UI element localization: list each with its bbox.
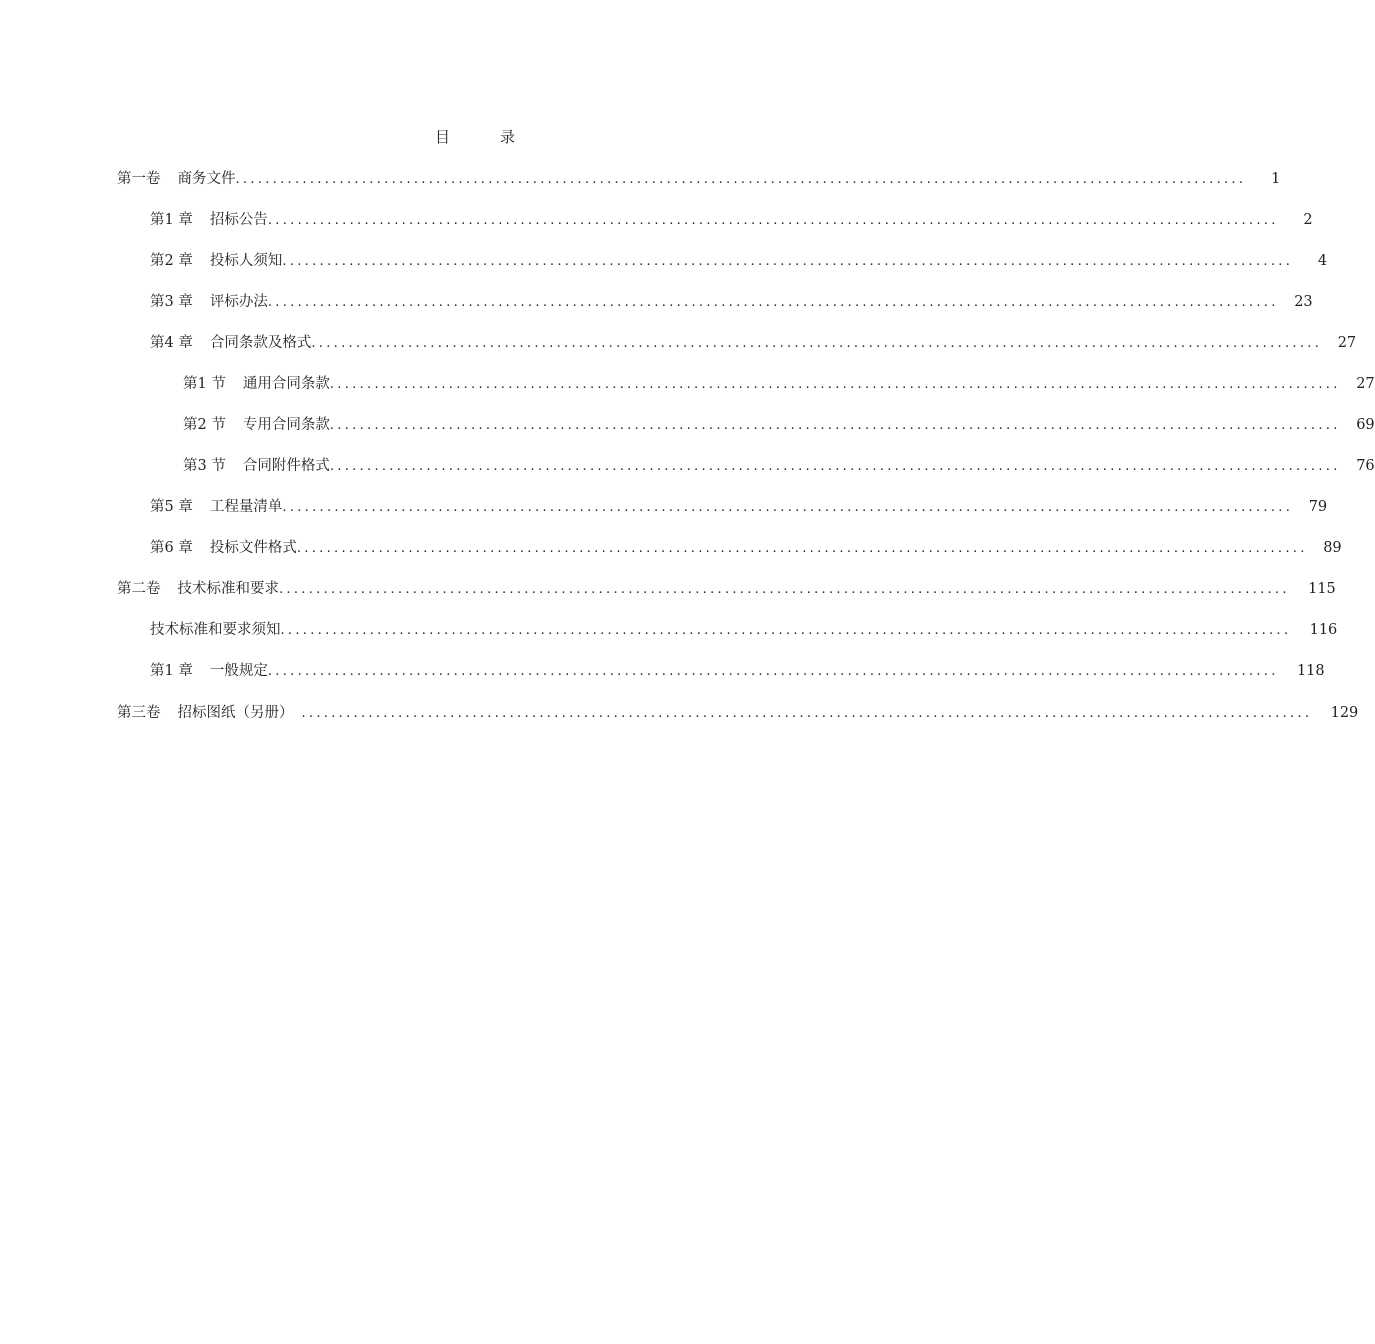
- toc-leader-dots: ........................................................................................................................................: [329, 459, 1341, 474]
- toc-entry-page: 27: [1356, 376, 1375, 392]
- toc-entry-title: 投标人须知: [209, 253, 283, 269]
- toc-entry-title: 合同附件格式: [242, 458, 330, 474]
- toc-entry-title: 专用合同条款: [242, 417, 330, 433]
- toc-entry-number: 第1 章: [150, 212, 193, 228]
- toc-leader-dots: ........................................................................................................................................: [280, 623, 1292, 638]
- toc-entry-number: 第一卷: [117, 171, 161, 187]
- toc-entry-chapter-4[interactable]: [150, 333, 1357, 353]
- toc-entry-page: 115: [1308, 581, 1336, 597]
- toc-entry-section-3[interactable]: [183, 456, 1375, 476]
- toc-entry-tech-notice[interactable]: [150, 620, 1338, 640]
- toc-entry-chapter-1[interactable]: [150, 210, 1313, 230]
- toc-entry-title: 工程量清单: [209, 499, 283, 515]
- toc-entry-number: 第5 章: [150, 499, 193, 515]
- toc-entry-title: 技术标准和要求须知: [150, 622, 281, 638]
- toc-entry-title: 招标公告: [209, 212, 268, 228]
- toc-leader-dots: ........................................................................................................................................: [235, 172, 1247, 187]
- title-char-right: 录: [500, 128, 516, 146]
- toc-entry-number: 第3 章: [150, 294, 193, 310]
- toc-entry-title: 商务文件: [177, 171, 236, 187]
- toc-entry-chapter-5[interactable]: [150, 497, 1328, 517]
- toc-entry-number: 第6 章: [150, 540, 193, 556]
- toc-entry-tech-chapter-1[interactable]: [150, 661, 1325, 681]
- toc-entry-title: 一般规定: [209, 663, 268, 679]
- toc-entry-section-1[interactable]: [183, 374, 1375, 394]
- toc-leader-dots: ........................................................................................................................................: [301, 706, 1313, 721]
- toc-leader-dots: ........................................................................................................................................: [329, 377, 1341, 392]
- toc-leader-dots: ........................................................................................................................................: [329, 418, 1341, 433]
- toc-leader-dots: ........................................................................................................................................: [296, 541, 1308, 556]
- title-char-left: 目: [434, 128, 450, 146]
- toc-entry-title: 评标办法: [209, 294, 268, 310]
- toc-entry-chapter-6[interactable]: [150, 538, 1342, 558]
- toc-leader-dots: ........................................................................................................................................: [267, 664, 1279, 679]
- toc-entry-title: 技术标准和要求: [177, 581, 279, 597]
- toc-leader-dots: ........................................................................................................................................: [311, 336, 1323, 351]
- toc-entry-page: 118: [1296, 663, 1325, 679]
- toc-entry-title: 合同条款及格式: [209, 335, 312, 351]
- toc-leader-dots: ........................................................................................................................................: [282, 254, 1294, 269]
- toc-entry-page: 116: [1309, 622, 1338, 638]
- toc-entry-number: 第1 章: [150, 663, 193, 679]
- toc-entry-chapter-2[interactable]: [150, 251, 1328, 271]
- toc-entry-number: 第二卷: [117, 581, 161, 597]
- toc-entry-page: 76: [1356, 458, 1375, 474]
- toc-leader-dots: ........................................................................................................................................: [279, 582, 1290, 597]
- toc-entry-volume-3[interactable]: [117, 703, 1359, 723]
- toc-entry-number: 第4 章: [150, 335, 193, 351]
- toc-entry-number: 第三卷: [117, 705, 161, 721]
- toc-entry-volume-2[interactable]: [117, 579, 1336, 599]
- toc-entry-page: 2: [1303, 212, 1313, 228]
- toc-entry-page: 27: [1337, 335, 1357, 351]
- toc-entry-chapter-3[interactable]: [150, 292, 1313, 312]
- toc-entry-page: 129: [1330, 705, 1359, 721]
- toc-entry-section-2[interactable]: [183, 415, 1375, 435]
- toc-leader-dots: ........................................................................................................................................: [267, 295, 1279, 310]
- toc-entry-number: 第1 节: [183, 376, 226, 392]
- toc-entry-page: 69: [1356, 417, 1375, 433]
- toc-entry-page: 79: [1308, 499, 1328, 515]
- toc-entry-page: 1: [1271, 171, 1281, 187]
- toc-entry-number: 第2 节: [183, 417, 226, 433]
- toc-entry-volume-1[interactable]: [117, 169, 1281, 189]
- toc-entry-title: 招标图纸（另册）: [177, 705, 294, 721]
- toc-entry-page: 89: [1323, 540, 1342, 556]
- toc-entry-number: 第2 章: [150, 253, 193, 269]
- toc-entry-page: 23: [1294, 294, 1313, 310]
- toc-leader-dots: ........................................................................................................................................: [282, 500, 1294, 515]
- toc-entry-title: 投标文件格式: [209, 540, 297, 556]
- toc-leader-dots: ........................................................................................................................................: [267, 213, 1279, 228]
- toc-entry-title: 通用合同条款: [242, 376, 330, 392]
- toc-entry-page: 4: [1317, 253, 1328, 269]
- toc-entry-number: 第3 节: [183, 458, 226, 474]
